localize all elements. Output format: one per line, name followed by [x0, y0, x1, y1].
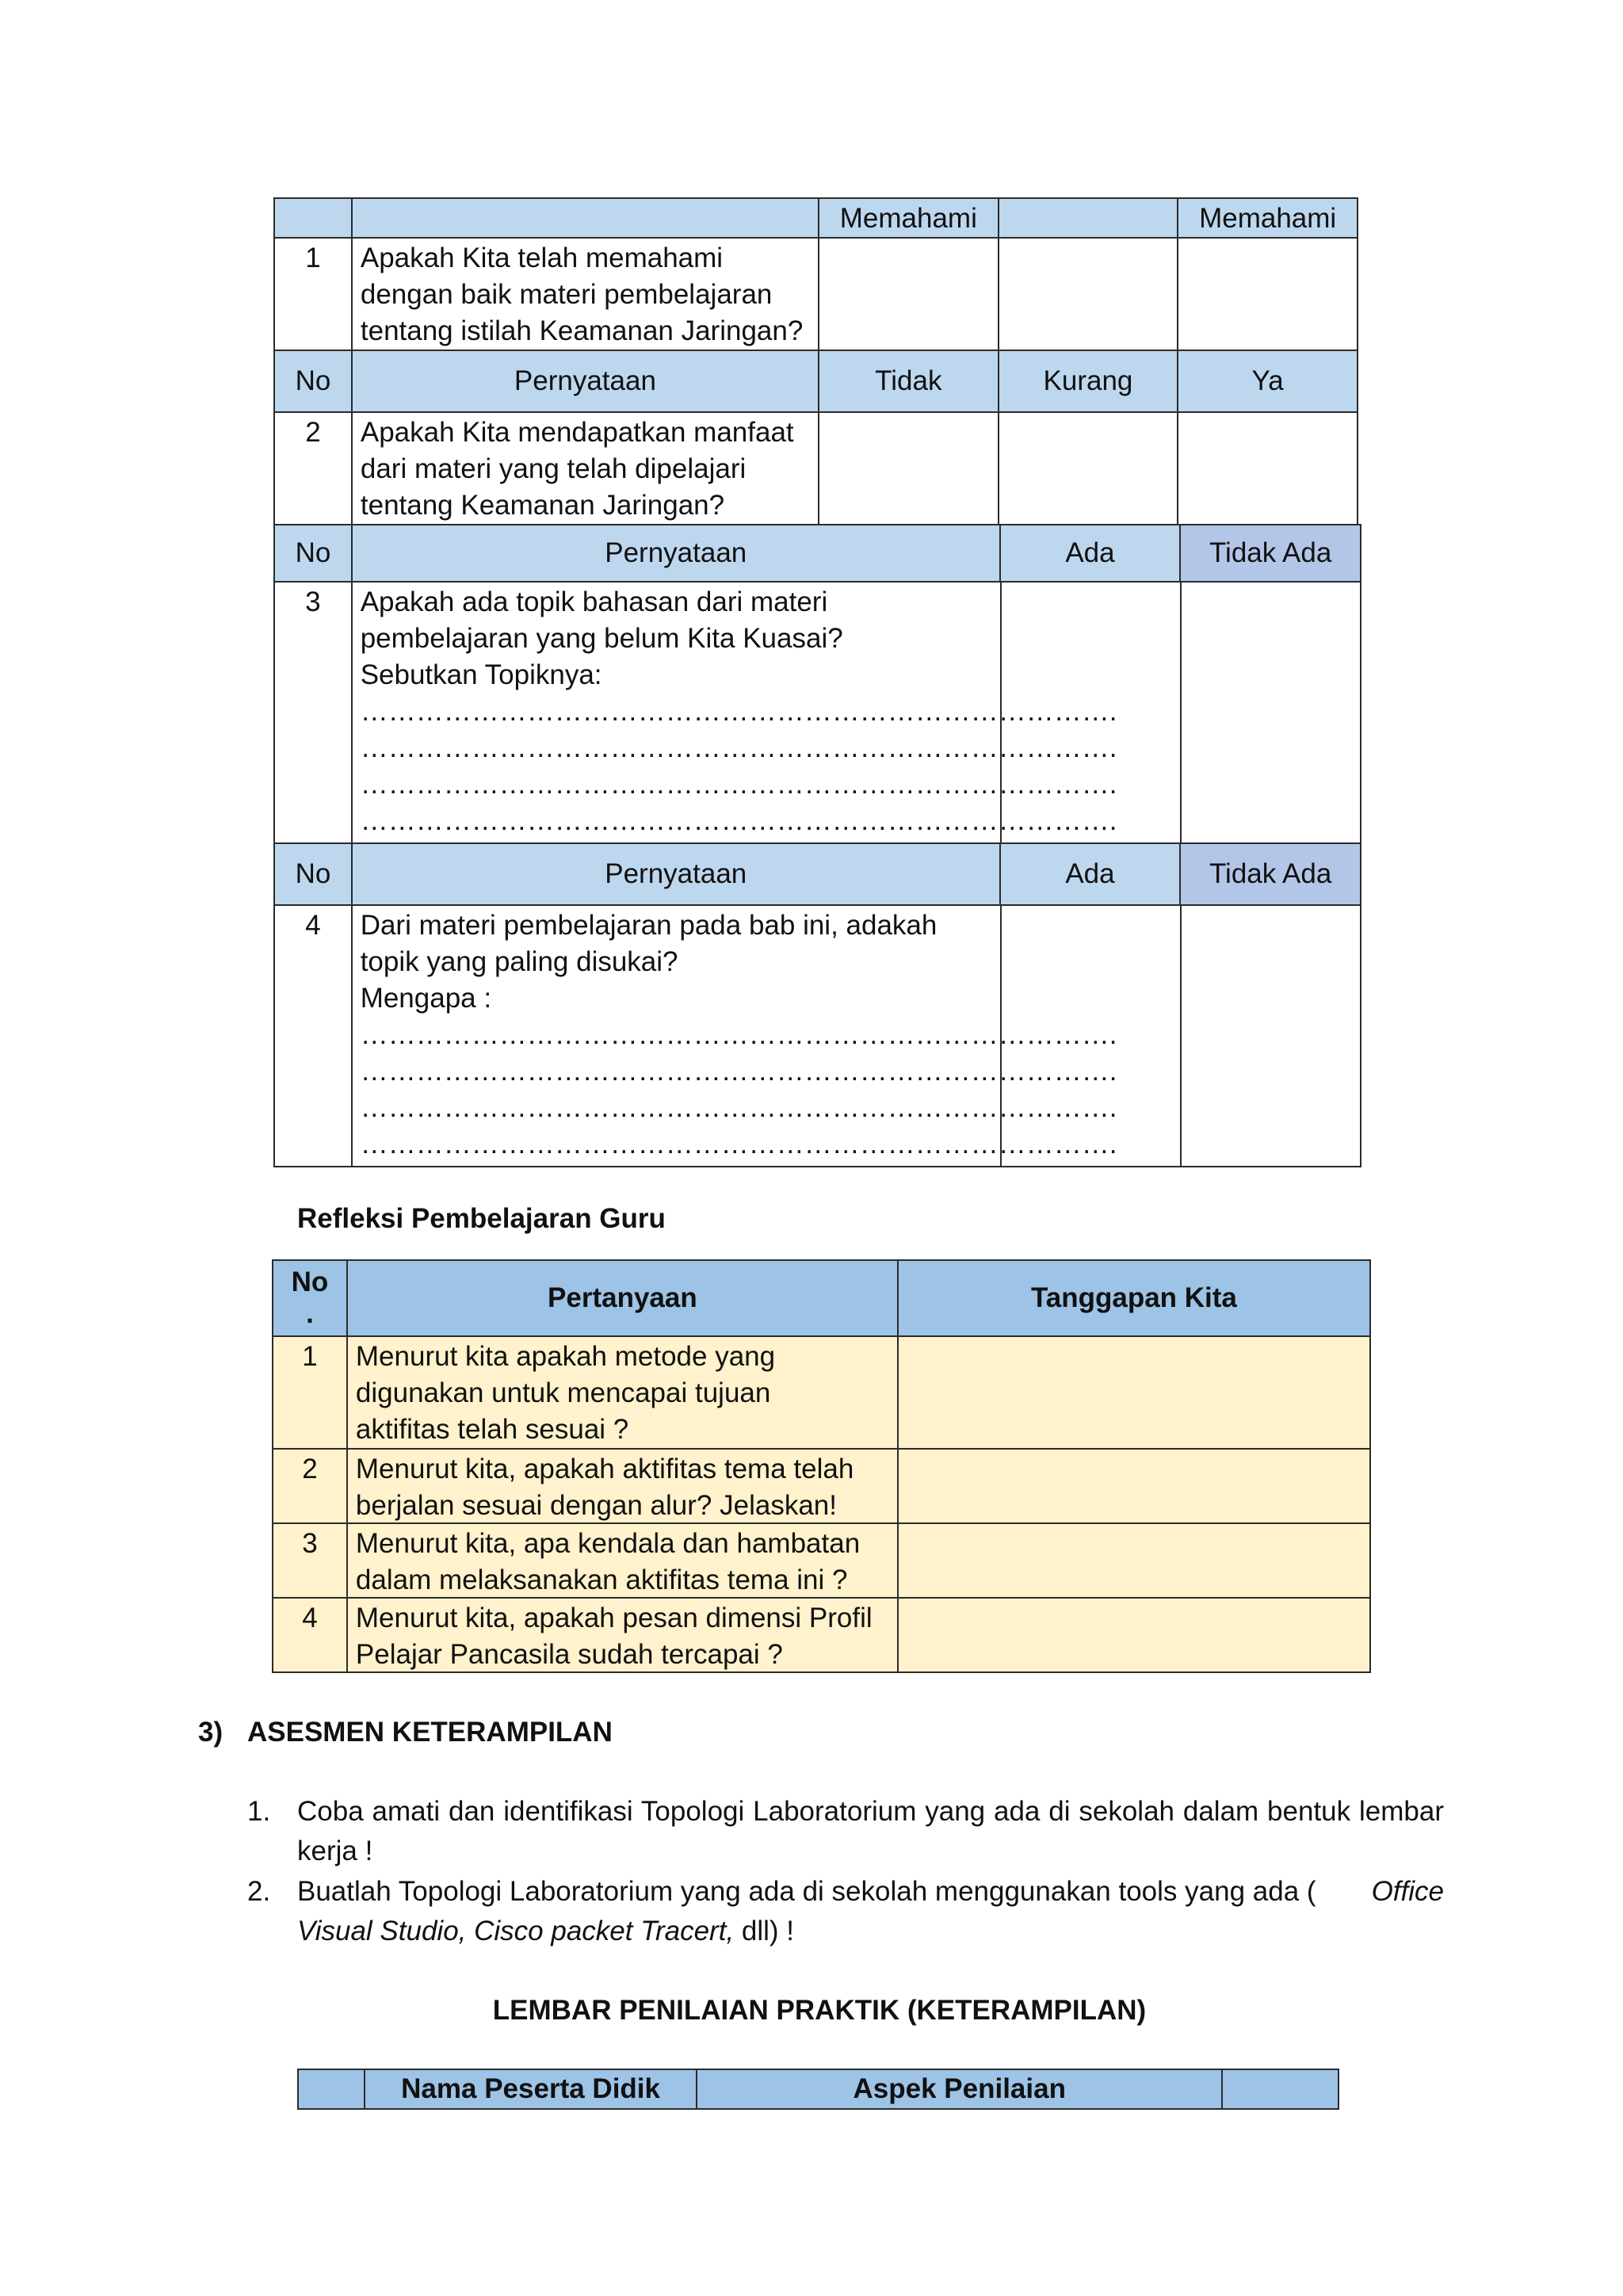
table-row: [273, 1599, 1371, 1673]
section-number: 3): [198, 1717, 223, 1748]
header-pernyataan: Pernyataan: [353, 844, 1001, 906]
assessment-table: [297, 2069, 1339, 2110]
header-ya: Ya: [1178, 351, 1358, 413]
table-cell: [353, 199, 819, 239]
header-tidak-ada: Tidak Ada: [1181, 525, 1361, 583]
row-number: 3: [273, 1524, 348, 1599]
checkbox-cell[interactable]: [1182, 583, 1361, 844]
section-title-asesmen: ASESMEN KETERAMPILAN: [247, 1717, 613, 1748]
header-cell: [299, 2070, 365, 2110]
list-item-line: Buatlah Topologi Laboratorium yang ada di sekolah menggunakan tools yang ada ( Office: [297, 1876, 1444, 1907]
list-item-line: Coba amati dan identifikasi Topologi Laboratorium yang ada di sekolah dalam bentuk lembar: [297, 1796, 1444, 1827]
list-item-number: 1.: [247, 1796, 271, 1827]
header-cell: [1223, 2070, 1339, 2110]
reflection-table-part-b: [273, 524, 1361, 1167]
header-aspek: Aspek Penilaian: [697, 2070, 1223, 2110]
table-header-row: [299, 2070, 1339, 2110]
table-header-row: [275, 525, 1361, 583]
question-text: Apakah ada topik bahasan dari materi pembelajaran yang belum Kita Kuasai? Sebutkan Topiknya: ………………………………………………………………………. ………………………………………………………………………. ………………………………………………………………………. ……………………………………………………………………….: [353, 583, 1002, 844]
table-header-row: [275, 844, 1361, 906]
list-item-line: Visual Studio, Cisco packet Tracert, dll) !: [297, 1916, 795, 1946]
response-cell[interactable]: [899, 1450, 1371, 1524]
header-ada: Ada: [1001, 844, 1182, 906]
table-header-row: [273, 1261, 1371, 1337]
table-row: [273, 1450, 1371, 1524]
table-row: [273, 1337, 1371, 1450]
header-no: No: [275, 525, 353, 583]
checkbox-cell[interactable]: [819, 413, 999, 525]
table-cell: Memahami: [1178, 199, 1358, 239]
header-no: No: [275, 844, 353, 906]
table-header-row: [275, 351, 1358, 413]
header-nama: Nama Peserta Didik: [365, 2070, 697, 2110]
header-tidak: Tidak: [819, 351, 999, 413]
table-row: [275, 413, 1358, 525]
checkbox-cell[interactable]: [1182, 906, 1361, 1167]
checkbox-cell[interactable]: [1002, 583, 1182, 844]
checkbox-cell[interactable]: [819, 239, 999, 351]
table-row: [275, 906, 1361, 1167]
table-row: [273, 1524, 1371, 1599]
lembar-title: LEMBAR PENILAIAN PRAKTIK (KETERAMPILAN): [492, 1995, 1147, 2026]
reflection-table-part-a: [273, 197, 1358, 525]
header-pernyataan: Pernyataan: [353, 351, 819, 413]
question-text: Menurut kita, apa kendala dan hambatan dalam melaksanakan aktifitas tema ini ?: [348, 1524, 899, 1599]
question-text: Dari materi pembelajaran pada bab ini, adakah topik yang paling disukai? Mengapa : ………………………………………………………………………. ………………………………………………………………………. ………………………………………………………………………. ……………………………………………………………………….: [353, 906, 1002, 1167]
checkbox-cell[interactable]: [999, 239, 1179, 351]
header-kurang: Kurang: [999, 351, 1179, 413]
table-row: [275, 239, 1358, 351]
header-tanggapan: Tanggapan Kita: [899, 1261, 1371, 1337]
checkbox-cell[interactable]: [1178, 413, 1358, 525]
header-no: No .: [273, 1261, 348, 1337]
row-number: 3: [275, 583, 353, 844]
checkbox-cell[interactable]: [1002, 906, 1182, 1167]
list-item-text: [297, 1792, 1444, 1871]
row-number: 2: [275, 413, 353, 525]
question-text: Apakah Kita mendapatkan manfaat dari materi yang telah dipelajari tentang Keamanan Jaringan?: [353, 413, 819, 525]
table-cell: [275, 199, 353, 239]
list-item-number: 2.: [247, 1876, 271, 1907]
row-number: 2: [273, 1450, 348, 1524]
response-cell[interactable]: [899, 1337, 1371, 1450]
header-pernyataan: Pernyataan: [353, 525, 1001, 583]
header-tidak-ada: Tidak Ada: [1181, 844, 1361, 906]
table-cell: Memahami: [819, 199, 999, 239]
question-text: Apakah Kita telah memahami dengan baik materi pembelajaran tentang istilah Keamanan Jaringan?: [353, 239, 819, 351]
table-cell: [999, 199, 1179, 239]
question-text: Menurut kita, apakah pesan dimensi Profil Pelajar Pancasila sudah tercapai ?: [348, 1599, 899, 1673]
header-pertanyaan: Pertanyaan: [348, 1261, 899, 1337]
table-row: [275, 199, 1358, 239]
response-cell[interactable]: [899, 1599, 1371, 1673]
row-number: 1: [273, 1337, 348, 1450]
section-title-refleksi: Refleksi Pembelajaran Guru: [297, 1203, 666, 1234]
question-text: Menurut kita apakah metode yang digunakan untuk mencapai tujuan aktifitas telah sesuai ?: [348, 1337, 899, 1450]
header-no: No: [275, 351, 353, 413]
row-number: 4: [275, 906, 353, 1167]
row-number: 1: [275, 239, 353, 351]
checkbox-cell[interactable]: [999, 413, 1179, 525]
question-text: Menurut kita, apakah aktifitas tema telah berjalan sesuai dengan alur? Jelaskan!: [348, 1450, 899, 1524]
checkbox-cell[interactable]: [1178, 239, 1358, 351]
list-item-text: [297, 1872, 1444, 1951]
list-item-line: kerja !: [297, 1836, 373, 1866]
teacher-reflection-table: [272, 1259, 1371, 1673]
header-ada: Ada: [1001, 525, 1182, 583]
response-cell[interactable]: [899, 1524, 1371, 1599]
row-number: 4: [273, 1599, 348, 1673]
table-row: [275, 583, 1361, 844]
